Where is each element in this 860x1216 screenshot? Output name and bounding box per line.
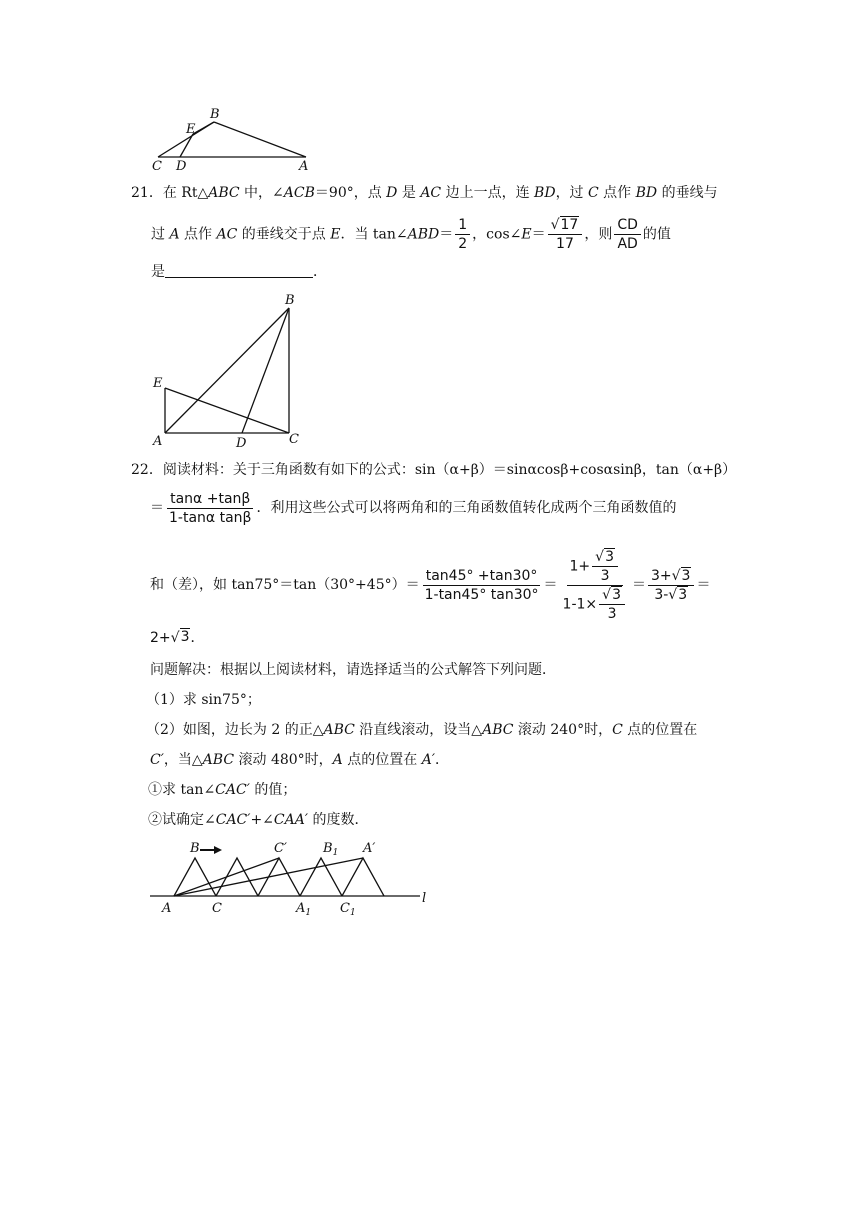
figure-q20 (148, 104, 318, 174)
q22-text: 的度数． (308, 812, 369, 828)
fraction-sqrt17-over-17 (548, 216, 583, 253)
q21-text: ，则 (584, 226, 613, 243)
fig20-label-d: D (176, 159, 187, 174)
fig21-label-e: E (153, 376, 163, 391)
q21-text: 的值 (642, 226, 671, 243)
q22-text: 和（差），如 tan75°＝tan（30°+45°）＝ (150, 577, 420, 593)
fig22-label-c1: $C_1$ (340, 901, 356, 918)
q21-text: ＝ (531, 226, 546, 243)
q22-math: 1-1× (562, 596, 598, 612)
fraction-numerator: tanα +tanβ (167, 490, 253, 509)
q22-text: 阅读材料：关于三角函数有如下的公式：sin（α+β）＝sinαcosβ+cosαsinβ，tan（α+β） (162, 462, 737, 478)
q22-text: ，当△ (163, 752, 203, 768)
q22-line2 (150, 488, 676, 528)
q21-var: ABD (407, 226, 440, 243)
q21-text: ＝90°，点 (314, 185, 387, 201)
radicand: 3 (678, 586, 688, 603)
q22-text: ＝ (631, 577, 646, 593)
radicand: 3 (681, 567, 691, 584)
q21-text: 是 (397, 185, 421, 201)
q22-line1 (131, 460, 736, 480)
fraction-numerator (548, 216, 583, 235)
fraction-denominator: 17 (556, 236, 574, 252)
q22-var: C′ (150, 752, 164, 768)
q22-subquestion-1: （1）求 sin75°； (146, 692, 261, 708)
q21-text: 中，∠ (239, 185, 284, 201)
sqrt-expression: √ 3 (595, 548, 614, 565)
q21-var: BD (635, 185, 658, 201)
fig22-label-aprime: A′ (363, 841, 376, 856)
q22-text: ． (435, 752, 449, 768)
q22-text: 的值； (249, 782, 297, 798)
fig21-label-c: C (289, 432, 299, 447)
q22-text: 滚动 480°时， (234, 752, 333, 768)
fig22-label-a: A (162, 901, 172, 916)
fraction-numerator (567, 548, 623, 586)
q21-text: 过 (151, 226, 170, 243)
q22-subquestion-2-2: ②试确定∠ (148, 812, 216, 828)
q22-line7 (146, 720, 697, 740)
fraction-denominator: 3 (607, 605, 617, 622)
fraction-numerator (648, 567, 694, 586)
q22-text: ＝ (696, 577, 711, 593)
q22-math: 2+ (150, 630, 171, 646)
q22-text: ．利用这些公式可以将两角和的三角函数值转化成两个三角函数值的 (256, 500, 677, 516)
sqrt-expression: √ 3 (170, 629, 190, 646)
sqrt-expression: √ 3 (602, 586, 621, 603)
fraction-numerator: 1 (455, 216, 470, 235)
fraction-numerator (599, 586, 625, 605)
radicand: 17 (560, 217, 579, 233)
fraction-cd-over-ad (614, 216, 641, 253)
q21-var: ABC (208, 185, 240, 201)
q22-line5 (150, 660, 556, 680)
fig20-label-c: C (152, 159, 162, 174)
fig22-label-b1: $B_1$ (323, 841, 339, 858)
fraction-denominator (651, 586, 691, 604)
fig20-label-e: E (186, 122, 196, 137)
q21-text: 在 Rt△ (162, 185, 209, 201)
fig21-label-b: B (285, 293, 295, 308)
fraction-denominator: 1-tanα tanβ (169, 509, 252, 526)
q22-math: 3+ (650, 567, 672, 584)
fig22-label-b: B (190, 841, 200, 856)
q21-text: ． (313, 264, 327, 280)
q21-var: E (521, 226, 532, 243)
q22-line6 (146, 690, 261, 710)
fig22-label-c: C (212, 901, 222, 916)
fraction-denominator: AD (617, 236, 638, 252)
q21-number: 21． (131, 185, 163, 201)
q21-var: C (588, 185, 599, 201)
q22-var: CAC′ (215, 812, 251, 828)
q22-var: ABC (202, 752, 235, 768)
q21-line1 (131, 183, 718, 203)
q22-text: ． (190, 630, 205, 646)
fraction-numerator: tan45° +tan30° (423, 567, 541, 586)
radicand: 3 (612, 586, 621, 603)
q21-text: ，过 (555, 185, 589, 201)
arrow-right-icon (214, 846, 222, 854)
q22-line4 (150, 628, 204, 648)
fig22-label-cprime: C′ (274, 841, 287, 856)
fraction-tan-sum-formula (166, 490, 254, 527)
q21-text: 边上一点，连 (441, 185, 535, 201)
q21-text: 的垂线交于点 (237, 226, 331, 243)
sqrt-expression: √ 17 (550, 217, 579, 233)
q21-var: D (386, 185, 398, 201)
q21-var: BD (534, 185, 556, 201)
figure-q22 (150, 836, 440, 918)
sqrt-expression: √ 3 (668, 586, 688, 603)
q22-text: 点的位置在 (622, 722, 698, 738)
q22-subquestion-2-1: ①求 tan∠ (148, 782, 216, 798)
fraction-denominator: 1-tan45° tan30° (424, 586, 539, 603)
q22-math: 3- (654, 586, 669, 603)
q22-text: ＝ (150, 500, 164, 516)
fig21-label-d: D (236, 436, 247, 450)
q22-var: C (612, 722, 623, 738)
q22-line9 (148, 780, 296, 800)
fraction-numerator (592, 548, 618, 567)
q21-var: A (169, 226, 180, 243)
q21-text: ．当 tan∠ (340, 226, 408, 243)
q22-line10 (148, 810, 369, 830)
fraction-denominator: 3 (600, 567, 610, 584)
q22-text: 点的位置在 (342, 752, 422, 768)
q22-var: ABC (482, 722, 514, 738)
q22-text: ＝ (543, 577, 558, 593)
q21-line2 (151, 216, 671, 253)
answer-blank[interactable] (165, 263, 313, 278)
q22-var: CAA′ (273, 812, 309, 828)
q22-text: （2）如图，边长为 2 的正△ (146, 722, 324, 738)
fig22-label-a1: $A_1$ (296, 901, 312, 918)
q21-var: E (330, 226, 341, 243)
fig20-label-a: A (299, 159, 309, 174)
q22-number: 22． (131, 462, 163, 478)
fig22-label-l: l (422, 891, 427, 906)
fraction-one-half (455, 216, 470, 253)
fraction-tan75-expansion (422, 567, 542, 604)
q22-math: 1+ (569, 558, 591, 574)
fig21-label-a: A (153, 434, 163, 449)
fraction-numerator: CD (614, 216, 641, 235)
fraction-compound (560, 548, 630, 623)
q21-text: ，cos∠ (472, 226, 522, 243)
q21-var: ACB (283, 185, 315, 201)
q21-text: ＝ (439, 226, 454, 243)
q22-var: ABC (323, 722, 355, 738)
radicand: 3 (605, 548, 614, 565)
figure-q21 (146, 290, 316, 450)
q22-text: 沿直线滚动，设当△ (354, 722, 483, 738)
q21-text: 点作 (179, 226, 217, 243)
q21-var: AC (420, 185, 442, 201)
fraction-3plus-sqrt3-over-3minus-sqrt3 (648, 567, 694, 604)
q22-text: 滚动 240°时， (513, 722, 613, 738)
fig20-label-b: B (210, 107, 220, 122)
q22-text: +∠ (250, 812, 274, 828)
fraction-sqrt3-over-3 (599, 586, 625, 623)
q21-line3 (151, 262, 327, 282)
q22-line3 (150, 545, 710, 625)
q22-text: 问题解决：根据以上阅读材料，请选择适当的公式解答下列问题． (150, 662, 556, 678)
fraction-sqrt3-over-3 (592, 548, 618, 585)
q21-text: 点作 (598, 185, 636, 201)
fraction-denominator: 2 (458, 236, 468, 252)
fraction-denominator (560, 586, 630, 623)
q22-var: CAC′ (215, 782, 250, 798)
q21-text: 的垂线与 (657, 185, 718, 201)
q22-line8 (150, 750, 449, 770)
q21-var: AC (216, 226, 238, 243)
radicand: 3 (180, 629, 190, 645)
q22-var: A (332, 752, 343, 768)
q21-text: 是 (151, 264, 165, 280)
q22-var: A′ (421, 752, 435, 768)
sqrt-expression: √ 3 (671, 567, 691, 584)
